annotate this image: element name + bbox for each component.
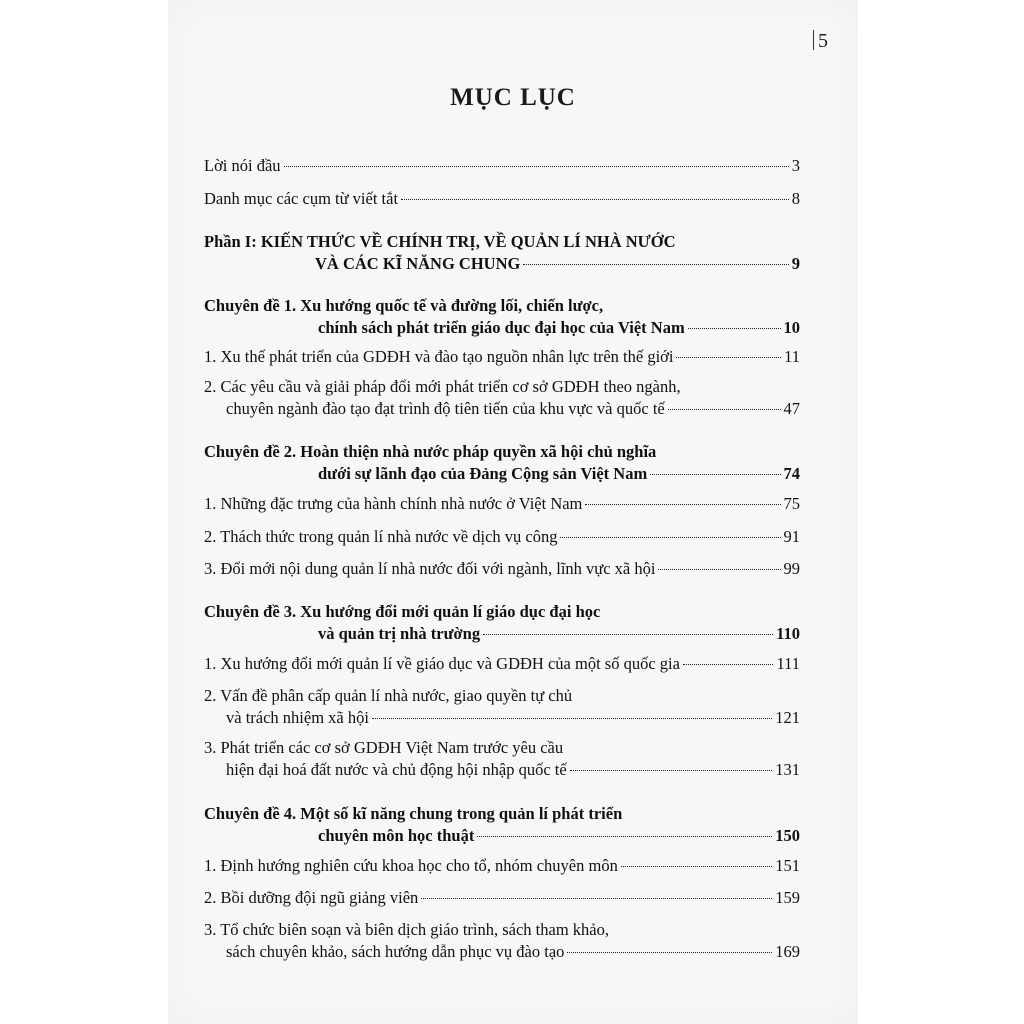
- toc-topic-1[interactable]: Chuyên đề 1. Xu hướng quốc tế và đường lối, chiến lược, chính sách phát triển giáo dục đại học của Việt Nam 10: [204, 296, 800, 337]
- toc-topic-4-item-3[interactable]: 3. Tổ chức biên soạn và biên dịch giáo trình, sách tham khảo, sách chuyên khảo, sách hướng dẫn phục vụ đào tạo 169: [204, 920, 800, 961]
- toc-topic-3-item-1[interactable]: 1. Xu hướng đổi mới quản lí về giáo dục và GDĐH của một số quốc gia 111: [204, 654, 800, 673]
- toc-entry-abbreviations[interactable]: Danh mục các cụm từ viết tắt 8: [204, 189, 800, 208]
- toc-part-1[interactable]: Phần I: KIẾN THỨC VỀ CHÍNH TRỊ, VỀ QUẢN LÍ NHÀ NƯỚC VÀ CÁC KĨ NĂNG CHUNG 9: [204, 232, 800, 273]
- toc-topic-3-item-2[interactable]: 2. Vấn đề phân cấp quản lí nhà nước, giao quyền tự chủ và trách nhiệm xã hội 121: [204, 686, 800, 727]
- toc-topic-2-item-3[interactable]: 3. Đổi mới nội dung quản lí nhà nước đối với ngành, lĩnh vực xã hội 99: [204, 559, 800, 578]
- toc-topic-3[interactable]: Chuyên đề 3. Xu hướng đổi mới quản lí giáo dục đại học và quản trị nhà trường 110: [204, 602, 800, 643]
- document-page: [168, 0, 858, 1024]
- toc-topic-1-item-1[interactable]: 1. Xu thế phát triển của GDĐH và đào tạo nguồn nhân lực trên thế giới 11: [204, 347, 800, 366]
- toc-topic-2-item-1[interactable]: 1. Những đặc trưng của hành chính nhà nước ở Việt Nam 75: [204, 494, 800, 513]
- toc-topic-3-item-3[interactable]: 3. Phát triển các cơ sở GDĐH Việt Nam trước yêu cầu hiện đại hoá đất nước và chủ động hội nhập quốc tế 131: [204, 738, 800, 779]
- toc-topic-2[interactable]: Chuyên đề 2. Hoàn thiện nhà nước pháp quyền xã hội chủ nghĩa dưới sự lãnh đạo của Đảng Cộng sản Việt Nam 74: [204, 442, 800, 483]
- page-number: 5: [813, 30, 828, 53]
- toc-topic-2-item-2[interactable]: 2. Thách thức trong quản lí nhà nước về dịch vụ công 91: [204, 527, 800, 546]
- toc-entry-preface[interactable]: Lời nói đầu 3: [204, 156, 800, 175]
- page-title: MỤC LỤC: [450, 84, 576, 111]
- toc-topic-4[interactable]: Chuyên đề 4. Một số kĩ năng chung trong quản lí phát triển chuyên môn học thuật 150: [204, 804, 800, 845]
- toc-topic-4-item-1[interactable]: 1. Định hướng nghiên cứu khoa học cho tổ, nhóm chuyên môn 151: [204, 856, 800, 875]
- toc-topic-4-item-2[interactable]: 2. Bồi dưỡng đội ngũ giảng viên 159: [204, 888, 800, 907]
- toc-topic-1-item-2[interactable]: 2. Các yêu cầu và giải pháp đổi mới phát triển cơ sở GDĐH theo ngành, chuyên ngành đào tạo đạt trình độ tiên tiến của khu vực và quốc tế 47: [204, 377, 800, 418]
